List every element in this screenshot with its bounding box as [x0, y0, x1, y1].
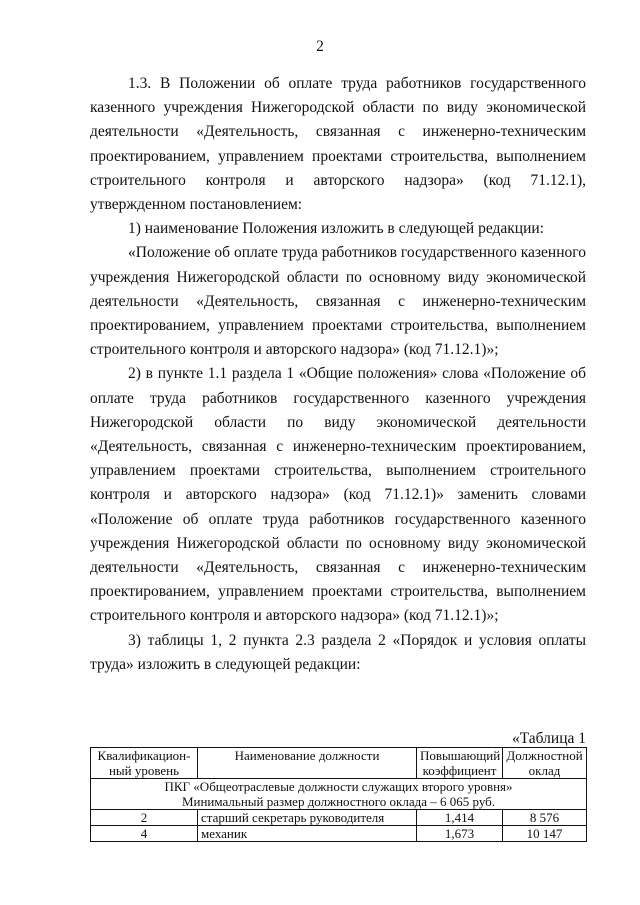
table-group-row	[91, 779, 587, 810]
header-coefficient: Повышающий коэффициент	[417, 748, 503, 779]
cell-position: механик	[198, 826, 417, 842]
header-qualification-level: Квалификацион-ный уровень	[91, 748, 198, 779]
cell-coefficient: 1,414	[417, 810, 503, 826]
group-subtitle: Минимальный размер должностного оклада – 6 065 руб.	[181, 794, 496, 809]
group-cell	[91, 779, 587, 810]
cell-position: старший секретарь руководителя	[198, 810, 417, 826]
cell-salary: 8 576	[503, 810, 587, 826]
paragraph-item-1: 1) наименование Положения изложить в следующей редакции:	[128, 220, 544, 238]
salary-table	[90, 747, 587, 842]
paragraph-quote-title: «Положение об оплате труда работников государственного казенного учреждения Нижегородской области по основному виду экономической деятельности «Деятельность, связанная с инженерно-техническим проектированием, управлением проектами строительства, выполнением строительного контроля и авторского надзора» (код 71.12.1)»;	[90, 244, 586, 359]
table-row	[91, 810, 587, 826]
table-row	[91, 826, 587, 842]
cell-level: 2	[91, 810, 198, 826]
paragraph-item-3: 3) таблицы 1, 2 пункта 2.3 раздела 2 «Порядок и условия оплаты труда» изложить в следующей редакции:	[90, 631, 586, 673]
page-number: 2	[316, 38, 324, 55]
table-caption: «Таблица 1	[511, 730, 586, 747]
cell-level: 4	[91, 826, 198, 842]
header-position-name: Наименование должности	[198, 748, 417, 779]
table-header-row	[91, 748, 587, 779]
document-body	[90, 72, 586, 677]
group-title: ПКГ «Общеотраслевые должности служащих второго уровня»	[164, 779, 513, 794]
header-salary: Должностной оклад	[503, 748, 587, 779]
cell-salary: 10 147	[503, 826, 587, 842]
paragraph-1-3: 1.3. В Положении об оплате труда работников государственного казенного учреждения Нижегородской области по виду экономической деятельности «Деятельность, связанная с инженерно-техническим проектированием, управлением проектами строительства, выполнением строительного контроля и авторского надзора» (код 71.12.1), утвержденном постановлением:	[90, 75, 586, 214]
cell-coefficient: 1,673	[417, 826, 503, 842]
paragraph-item-2: 2) в пункте 1.1 раздела 1 «Общие положения» слова «Положение об оплате труда работников государственного казенного учреждения Нижегородской области по виду экономической деятельности «Деятельность, связанная с инженерно-техническим проектированием, управлением проектами строительства, выполнением строительного контроля и авторского надзора» (код 71.12.1)» заменить словами «Положение об оплате труда работников государственного казенного учреждения Нижегородской области по основному виду экономической деятельности «Деятельность, связанная с инженерно-техническим проектированием, управлением проектами строительства, выполнением строительного контроля и авторского надзора» (код 71.12.1)»;	[90, 365, 586, 625]
